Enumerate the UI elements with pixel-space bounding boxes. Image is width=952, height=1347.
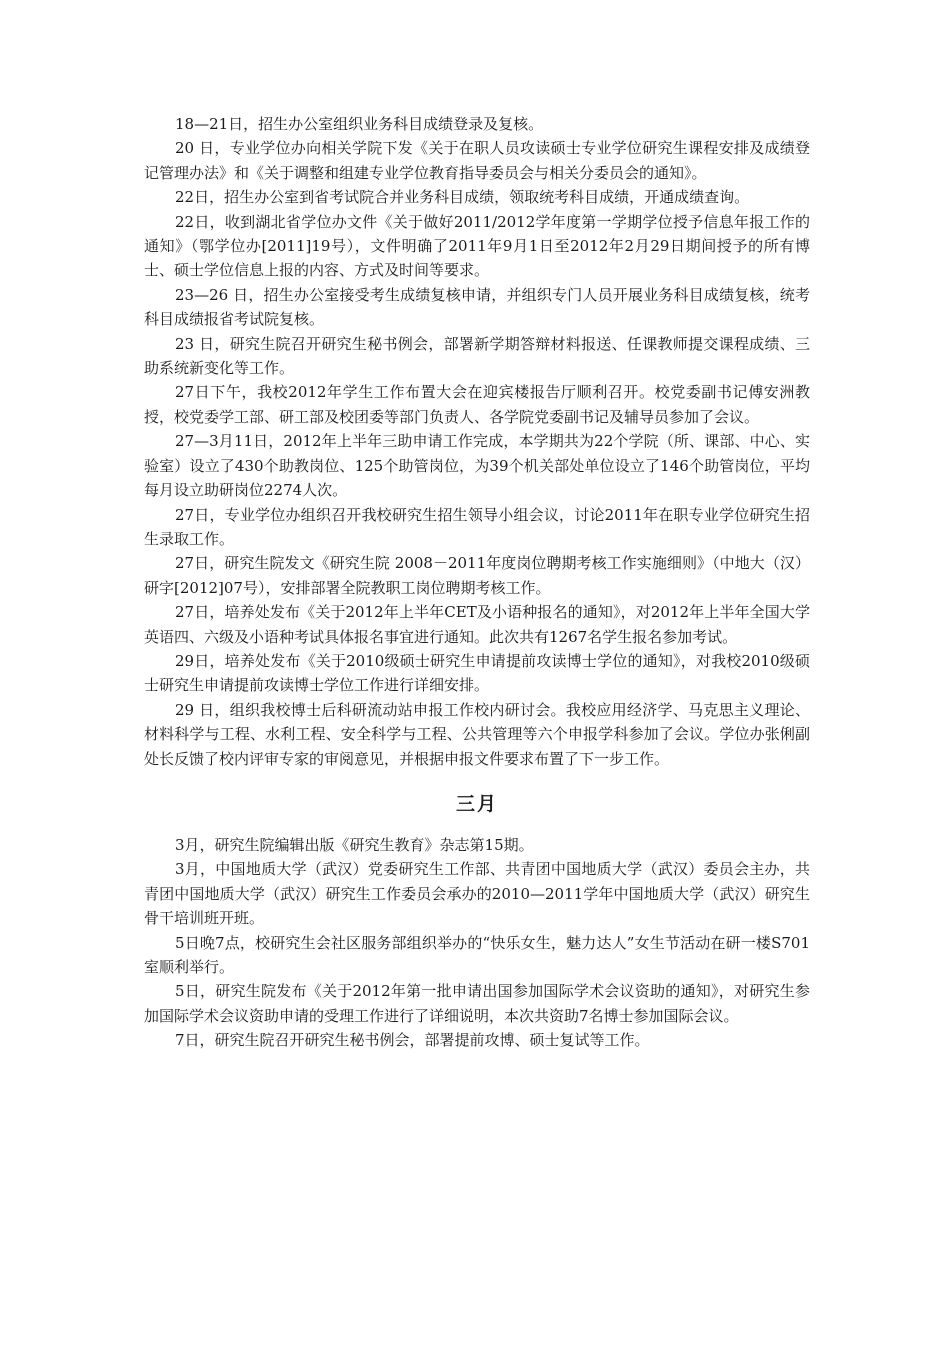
section-february <box>144 112 810 771</box>
paragraph: 7日，研究生院召开研究生秘书例会，部署提前攻博、硕士复试等工作。 <box>175 1031 650 1050</box>
paragraph: 27日，专业学位办组织召开我校研究生招生领导小组会议，讨论2011年在职专业学位研究生招生录取工作。 <box>144 505 810 548</box>
paragraph: 27日，研究生院发文《研究生院 2008－2011年度岗位聘期考核工作实施细则》（中地大（汉）研字[2012]07号），安排部署全院教职工岗位聘期考核工作。 <box>144 554 810 597</box>
paragraph: 18—21日，招生办公室组织业务科目成绩登录及复核。 <box>175 115 544 133</box>
paragraph: 20 日，专业学位办向相关学院下发《关于在职人员攻读硕士专业学位研究生课程安排及成绩登记管理办法》和《关于调整和组建专业学位教育指导委员会与相关分委员会的通知》。 <box>144 139 810 182</box>
section-heading-march: 三月 <box>455 792 498 815</box>
document-page <box>144 112 810 1053</box>
paragraph: 5日晚7点，校研究生会社区服务部组织举办的“快乐女生，魅力达人”女生节活动在研一楼S701室顺利举行。 <box>144 933 810 976</box>
paragraph: 22日，招生办公室到省考试院合并业务科目成绩，领取统考科目成绩，开通成绩查询。 <box>175 188 750 207</box>
paragraph: 23—26 日，招生办公室接受考生成绩复核申请，并组织专门人员开展业务科目成绩复核，统考科目成绩报省考试院复核。 <box>144 285 810 329</box>
section-march <box>144 833 810 1053</box>
paragraph: 29 日，组织我校博士后科研流动站申报工作校内研讨会。我校应用经济学、马克思主义理论、材料科学与工程、水利工程、安全科学与工程、公共管理等六个申报学科参加了会议。学位办张俐副处长反馈了校内评审专家的审阅意见，并根据申报文件要求布置了下一步工作。 <box>144 700 810 768</box>
paragraph: 3月，研究生院编辑出版《研究生教育》杂志第15期。 <box>175 835 534 854</box>
paragraph: 27日下午，我校2012年学生工作布置大会在迎宾楼报告厅顺利召开。校党委副书记傅安洲教授，校党委学工部、研工部及校团委等部门负责人、各学院党委副书记及辅导员参加了会议。 <box>144 383 810 426</box>
paragraph: 5日，研究生院发布《关于2012年第一批申请出国参加国际学术会议资助的通知》，对研究生参加国际学术会议资助申请的受理工作进行了详细说明，本次共资助7名博士参加国际会议。 <box>144 982 810 1025</box>
paragraph: 29日，培养处发布《关于2010级硕士研究生申请提前攻读博士学位的通知》，对我校2010级硕士研究生申请提前攻读博士学位工作进行详细安排。 <box>144 651 810 695</box>
paragraph: 22日，收到湖北省学位办文件《关于做好2011/2012学年度第一学期学位授予信息年报工作的通知》（鄂学位办[2011]19号），文件明确了2011年9月1日至2012年2月29日期间授予的所有博士、硕士学位信息上报的内容、方式及时间等要求。 <box>144 212 810 280</box>
paragraph: 27—3月11日，2012年上半年三助申请工作完成，本学期共为22个学院（所、课部、中心、实验室）设立了430个助教岗位、125个助管岗位，为39个机关部处单位设立了146个助管岗位，平均每月设立助研岗位2274人次。 <box>144 432 810 500</box>
paragraph: 27日，培养处发布《关于2012年上半年CET及小语种报名的通知》，对2012年上半年全国大学英语四、六级及小语种考试具体报名事宜进行通知。此次共有1267名学生报名参加考试。 <box>144 603 810 646</box>
paragraph: 3月，中国地质大学（武汉）党委研究生工作部、共青团中国地质大学（武汉）委员会主办，共青团中国地质大学（武汉）研究生工作委员会承办的2010—2011学年中国地质大学（武汉）研究生骨干培训班开班。 <box>144 860 810 928</box>
paragraph: 23 日，研究生院召开研究生秘书例会，部署新学期答辩材料报送、任课教师提交课程成绩、三助系统新变化等工作。 <box>144 334 810 378</box>
